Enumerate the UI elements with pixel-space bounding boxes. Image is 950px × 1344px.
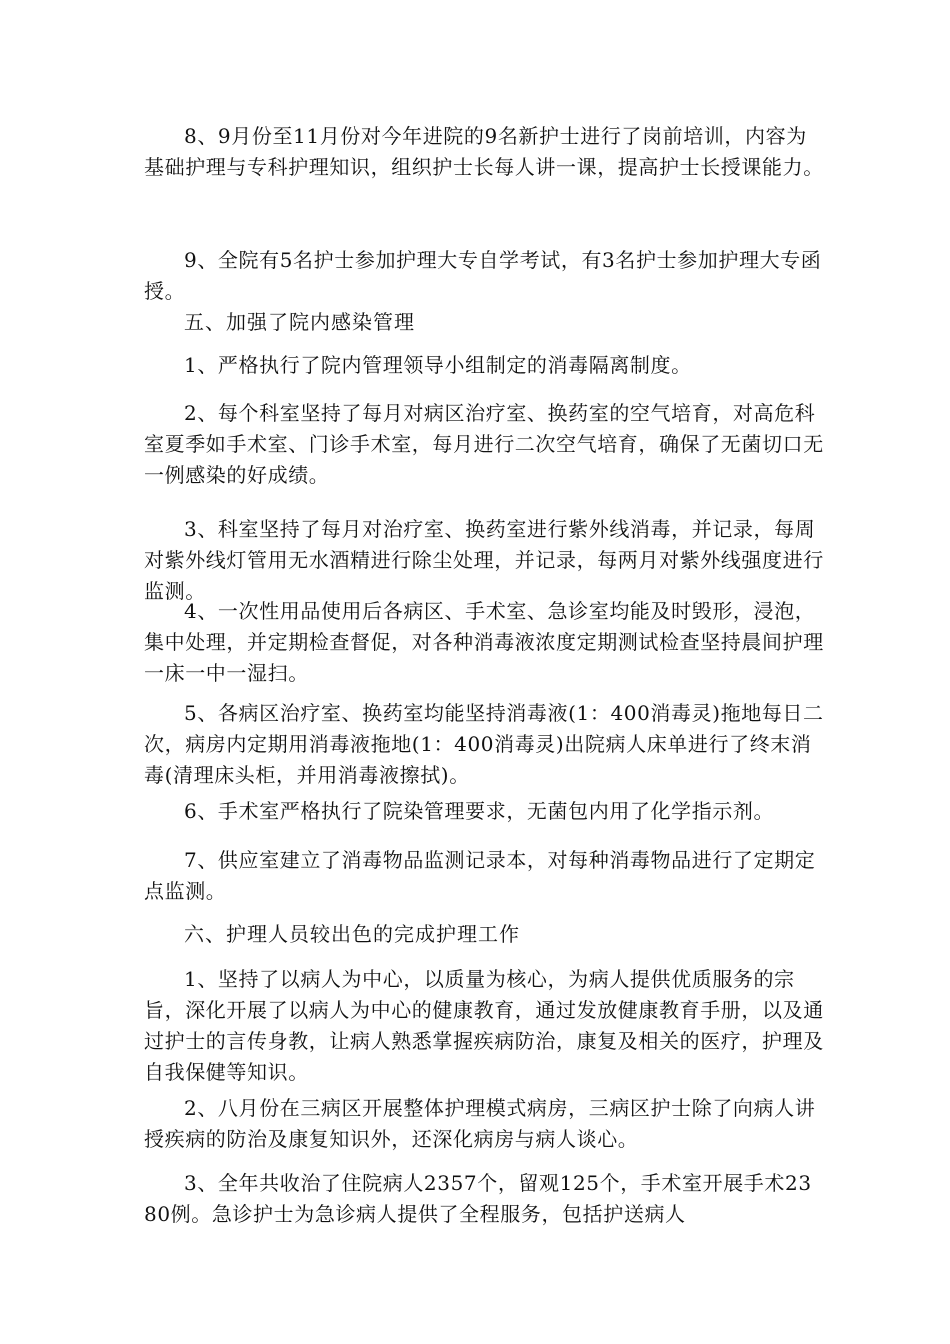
paragraph-uv-disinfection: 3、科室坚持了每月对治疗室、换药室进行紫外线消毒，并记录，每周对紫外线灯管用无水酒精进行除尘处理，并记录，每两月对紫外线强度进行监测。: [144, 517, 824, 603]
paragraph-disinfection-policy: 1、严格执行了院内管理领导小组制定的消毒隔离制度。: [184, 353, 692, 377]
paragraph-floor-disinfection: 5、各病区治疗室、换药室均能坚持消毒液(1：400消毒灵)拖地每日二次，病房内定期用消毒液拖地(1：400消毒灵)出院病人床单进行了终末消毒(清理床头柜，并用消毒液擦拭)。: [144, 701, 824, 787]
paragraph-patient-centered: 1、坚持了以病人为中心，以质量为核心，为病人提供优质服务的宗旨，深化开展了以病人为中心的健康教育，通过发放健康教育手册，以及通过护士的言传身教，让病人熟悉掌握疾病防治，康复及相关的医疗，护理及自我保健等知识。: [144, 967, 824, 1084]
paragraph-new-nurse-training: 8、9月份至11月份对今年进院的9名新护士进行了岗前培训，内容为基础护理与专科护理知识，组织护士长每人讲一课，提高护士长授课能力。: [144, 124, 824, 179]
paragraph-holistic-care: 2、八月份在三病区开展整体护理模式病房，三病区护士除了向病人讲授疾病的防治及康复知识外，还深化病房与病人谈心。: [144, 1096, 816, 1151]
section-heading-infection-control: 五、加强了院内感染管理: [184, 310, 415, 334]
paragraph-supply-room: 7、供应室建立了消毒物品监测记录本，对每种消毒物品进行了定期定点监测。: [144, 848, 816, 903]
paragraph-surgery-room: 6、手术室严格执行了院染管理要求，无菌包内用了化学指示剂。: [184, 799, 775, 823]
paragraph-disposables: 4、一次性用品使用后各病区、手术室、急诊室均能及时毁形，浸泡，集中处理，并定期检查督促，对各种消毒液浓度定期测试检查坚持晨间护理一床一中一湿扫。: [144, 599, 824, 685]
paragraph-annual-statistics: 3、全年共收治了住院病人2357个，留观125个，手术室开展手术2380例。急诊护士为急诊病人提供了全程服务，包括护送病人: [144, 1171, 812, 1226]
paragraph-nurse-exams: 9、全院有5名护士参加护理大专自学考试，有3名护士参加护理大专函授。: [144, 248, 822, 303]
paragraph-air-culture: 2、每个科室坚持了每月对病区治疗室、换药室的空气培育，对高危科室夏季如手术室、门诊手术室，每月进行二次空气培育，确保了无菌切口无一例感染的好成绩。: [144, 401, 824, 487]
section-heading-nursing-work: 六、护理人员较出色的完成护理工作: [184, 922, 520, 946]
